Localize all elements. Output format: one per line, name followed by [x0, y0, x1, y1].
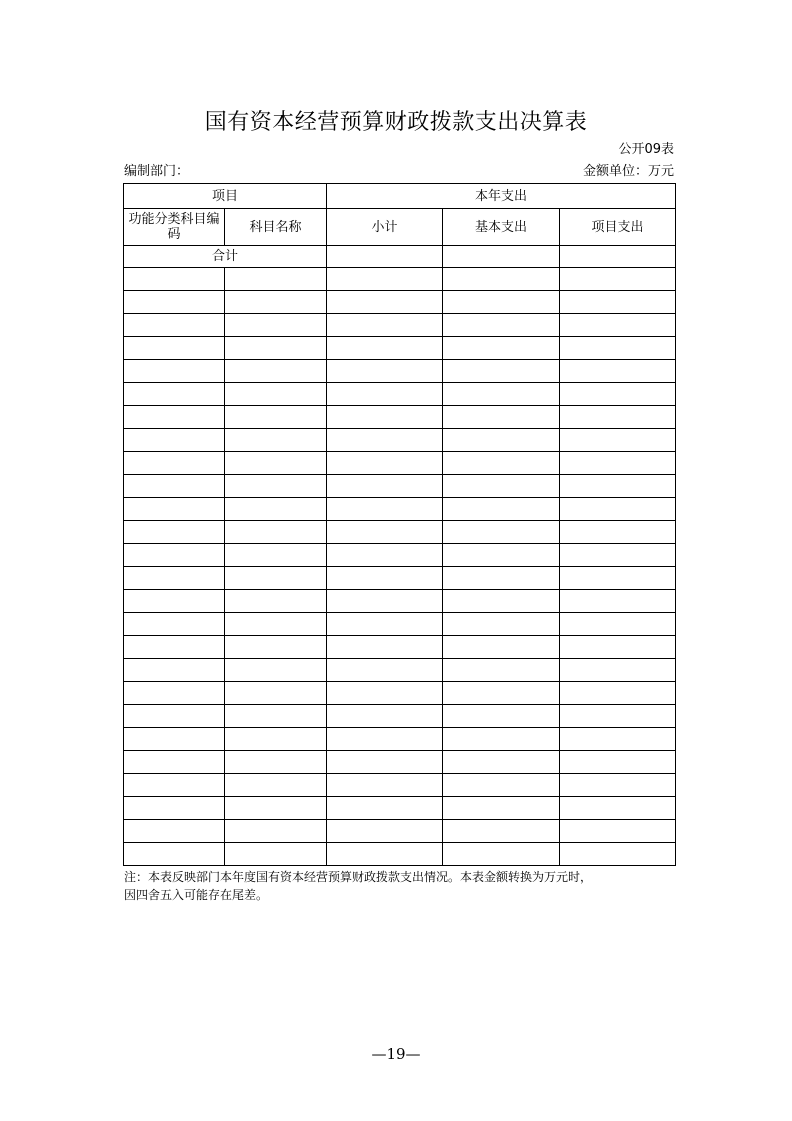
- total-subtotal-cell: [327, 246, 443, 268]
- project-cell: [560, 567, 676, 590]
- project-cell: [560, 498, 676, 521]
- basic-cell: [443, 843, 560, 866]
- table-row: [124, 774, 676, 797]
- table-row: [124, 613, 676, 636]
- subtotal-cell: [327, 705, 443, 728]
- subtotal-cell: [327, 498, 443, 521]
- basic-cell: [443, 659, 560, 682]
- subject-name-cell: [225, 820, 327, 843]
- basic-cell: [443, 475, 560, 498]
- project-cell: [560, 452, 676, 475]
- table-row: [124, 406, 676, 429]
- table-row: [124, 544, 676, 567]
- page-number: —19—: [371, 1045, 421, 1063]
- subtotal-cell: [327, 337, 443, 360]
- table-note: [124, 868, 684, 904]
- basic-cell: [443, 314, 560, 337]
- subject-name-cell: [225, 314, 327, 337]
- basic-cell: [443, 567, 560, 590]
- func-code-cell: [124, 613, 225, 636]
- table-row: [124, 590, 676, 613]
- project-cell: [560, 682, 676, 705]
- dept-label: 编制部门：: [124, 164, 190, 179]
- project-cell: [560, 337, 676, 360]
- project-cell: [560, 613, 676, 636]
- header-subtotal: 小计: [327, 209, 443, 246]
- func-code-cell: [124, 636, 225, 659]
- func-code-cell: [124, 820, 225, 843]
- project-cell: [560, 383, 676, 406]
- note-line-2: 因四舍五入可能存在尾差。: [124, 888, 269, 902]
- subtotal-cell: [327, 728, 443, 751]
- subtotal-cell: [327, 429, 443, 452]
- subtotal-cell: [327, 544, 443, 567]
- table-row: [124, 636, 676, 659]
- table-row: [124, 820, 676, 843]
- project-cell: [560, 291, 676, 314]
- subtotal-cell: [327, 659, 443, 682]
- table-row: [124, 498, 676, 521]
- basic-cell: [443, 337, 560, 360]
- func-code-cell: [124, 521, 225, 544]
- subject-name-cell: [225, 383, 327, 406]
- subtotal-cell: [327, 360, 443, 383]
- subject-name-cell: [225, 429, 327, 452]
- basic-cell: [443, 728, 560, 751]
- project-cell: [560, 314, 676, 337]
- project-cell: [560, 475, 676, 498]
- project-cell: [560, 429, 676, 452]
- project-cell: [560, 360, 676, 383]
- func-code-cell: [124, 590, 225, 613]
- func-code-cell: [124, 774, 225, 797]
- project-cell: [560, 521, 676, 544]
- project-cell: [560, 728, 676, 751]
- table-row: [124, 682, 676, 705]
- func-code-cell: [124, 567, 225, 590]
- subject-name-cell: [225, 544, 327, 567]
- subject-name-cell: [225, 567, 327, 590]
- basic-cell: [443, 613, 560, 636]
- project-cell: [560, 590, 676, 613]
- subtotal-cell: [327, 636, 443, 659]
- basic-cell: [443, 268, 560, 291]
- table-row: [124, 728, 676, 751]
- func-code-cell: [124, 383, 225, 406]
- subtotal-cell: [327, 613, 443, 636]
- page-title: 国有资本经营预算财政拨款支出决算表: [204, 110, 588, 135]
- basic-cell: [443, 360, 560, 383]
- basic-cell: [443, 452, 560, 475]
- subtotal-cell: [327, 774, 443, 797]
- subject-name-cell: [225, 406, 327, 429]
- project-cell: [560, 820, 676, 843]
- project-cell: [560, 774, 676, 797]
- subtotal-cell: [327, 751, 443, 774]
- func-code-cell: [124, 705, 225, 728]
- subtotal-cell: [327, 590, 443, 613]
- header-project: 项目支出: [560, 209, 676, 246]
- subject-name-cell: [225, 452, 327, 475]
- table-row: [124, 843, 676, 866]
- func-code-cell: [124, 337, 225, 360]
- expenditure-table: [123, 183, 676, 866]
- total-basic-cell: [443, 246, 560, 268]
- total-project-cell: [560, 246, 676, 268]
- unit-label: 金额单位：万元: [582, 164, 674, 179]
- subject-name-cell: [225, 590, 327, 613]
- project-cell: [560, 544, 676, 567]
- header-subject-name: 科目名称: [225, 209, 327, 246]
- func-code-cell: [124, 452, 225, 475]
- subject-name-cell: [225, 728, 327, 751]
- func-code-cell: [124, 429, 225, 452]
- basic-cell: [443, 383, 560, 406]
- table-row: [124, 452, 676, 475]
- total-row: [124, 246, 676, 268]
- func-code-cell: [124, 314, 225, 337]
- subject-name-cell: [225, 498, 327, 521]
- project-cell: [560, 406, 676, 429]
- basic-cell: [443, 682, 560, 705]
- basic-cell: [443, 544, 560, 567]
- subject-name-cell: [225, 705, 327, 728]
- note-line-1: 注：本表反映部门本年度国有资本经营预算财政拨款支出情况。本表金额转换为万元时，: [124, 870, 593, 884]
- table-row: [124, 521, 676, 544]
- subject-name-cell: [225, 751, 327, 774]
- subject-name-cell: [225, 337, 327, 360]
- header-basic: 基本支出: [443, 209, 560, 246]
- project-cell: [560, 751, 676, 774]
- basic-cell: [443, 774, 560, 797]
- subtotal-cell: [327, 797, 443, 820]
- subtotal-cell: [327, 682, 443, 705]
- subtotal-cell: [327, 521, 443, 544]
- subtotal-cell: [327, 567, 443, 590]
- basic-cell: [443, 636, 560, 659]
- subject-name-cell: [225, 475, 327, 498]
- table-row: [124, 659, 676, 682]
- subtotal-cell: [327, 291, 443, 314]
- func-code-cell: [124, 475, 225, 498]
- subtotal-cell: [327, 475, 443, 498]
- basic-cell: [443, 820, 560, 843]
- func-code-cell: [124, 406, 225, 429]
- basic-cell: [443, 590, 560, 613]
- basic-cell: [443, 429, 560, 452]
- table-row: [124, 383, 676, 406]
- basic-cell: [443, 751, 560, 774]
- func-code-cell: [124, 728, 225, 751]
- header-current-year: 本年支出: [327, 184, 676, 209]
- subtotal-cell: [327, 406, 443, 429]
- func-code-cell: [124, 843, 225, 866]
- table-row: [124, 429, 676, 452]
- subject-name-cell: [225, 291, 327, 314]
- subject-name-cell: [225, 659, 327, 682]
- project-cell: [560, 268, 676, 291]
- project-cell: [560, 797, 676, 820]
- basic-cell: [443, 406, 560, 429]
- table-row: [124, 705, 676, 728]
- project-cell: [560, 636, 676, 659]
- subtotal-cell: [327, 843, 443, 866]
- subject-name-cell: [225, 268, 327, 291]
- func-code-cell: [124, 659, 225, 682]
- subject-name-cell: [225, 843, 327, 866]
- func-code-cell: [124, 751, 225, 774]
- func-code-cell: [124, 498, 225, 521]
- table-row: [124, 751, 676, 774]
- basic-cell: [443, 498, 560, 521]
- project-cell: [560, 705, 676, 728]
- func-code-cell: [124, 797, 225, 820]
- subtotal-cell: [327, 268, 443, 291]
- table-row: [124, 360, 676, 383]
- table-row: [124, 314, 676, 337]
- table-row: [124, 567, 676, 590]
- basic-cell: [443, 521, 560, 544]
- subject-name-cell: [225, 774, 327, 797]
- project-cell: [560, 659, 676, 682]
- basic-cell: [443, 797, 560, 820]
- subtotal-cell: [327, 383, 443, 406]
- subtotal-cell: [327, 452, 443, 475]
- subject-name-cell: [225, 613, 327, 636]
- subject-name-cell: [225, 636, 327, 659]
- func-code-cell: [124, 291, 225, 314]
- func-code-cell: [124, 360, 225, 383]
- subject-name-cell: [225, 521, 327, 544]
- header-item: 项目: [124, 184, 327, 209]
- basic-cell: [443, 291, 560, 314]
- func-code-cell: [124, 268, 225, 291]
- subtotal-cell: [327, 314, 443, 337]
- subject-name-cell: [225, 360, 327, 383]
- subject-name-cell: [225, 797, 327, 820]
- table-row: [124, 268, 676, 291]
- table-row: [124, 291, 676, 314]
- form-code: 公开09表: [618, 142, 674, 157]
- subject-name-cell: [225, 682, 327, 705]
- basic-cell: [443, 705, 560, 728]
- table-row: [124, 475, 676, 498]
- project-cell: [560, 843, 676, 866]
- table-row: [124, 797, 676, 820]
- func-code-cell: [124, 544, 225, 567]
- table-row: [124, 337, 676, 360]
- func-code-cell: [124, 682, 225, 705]
- header-func-code: 功能分类科目编码: [124, 209, 225, 246]
- total-label: 合计: [124, 246, 327, 268]
- subtotal-cell: [327, 820, 443, 843]
